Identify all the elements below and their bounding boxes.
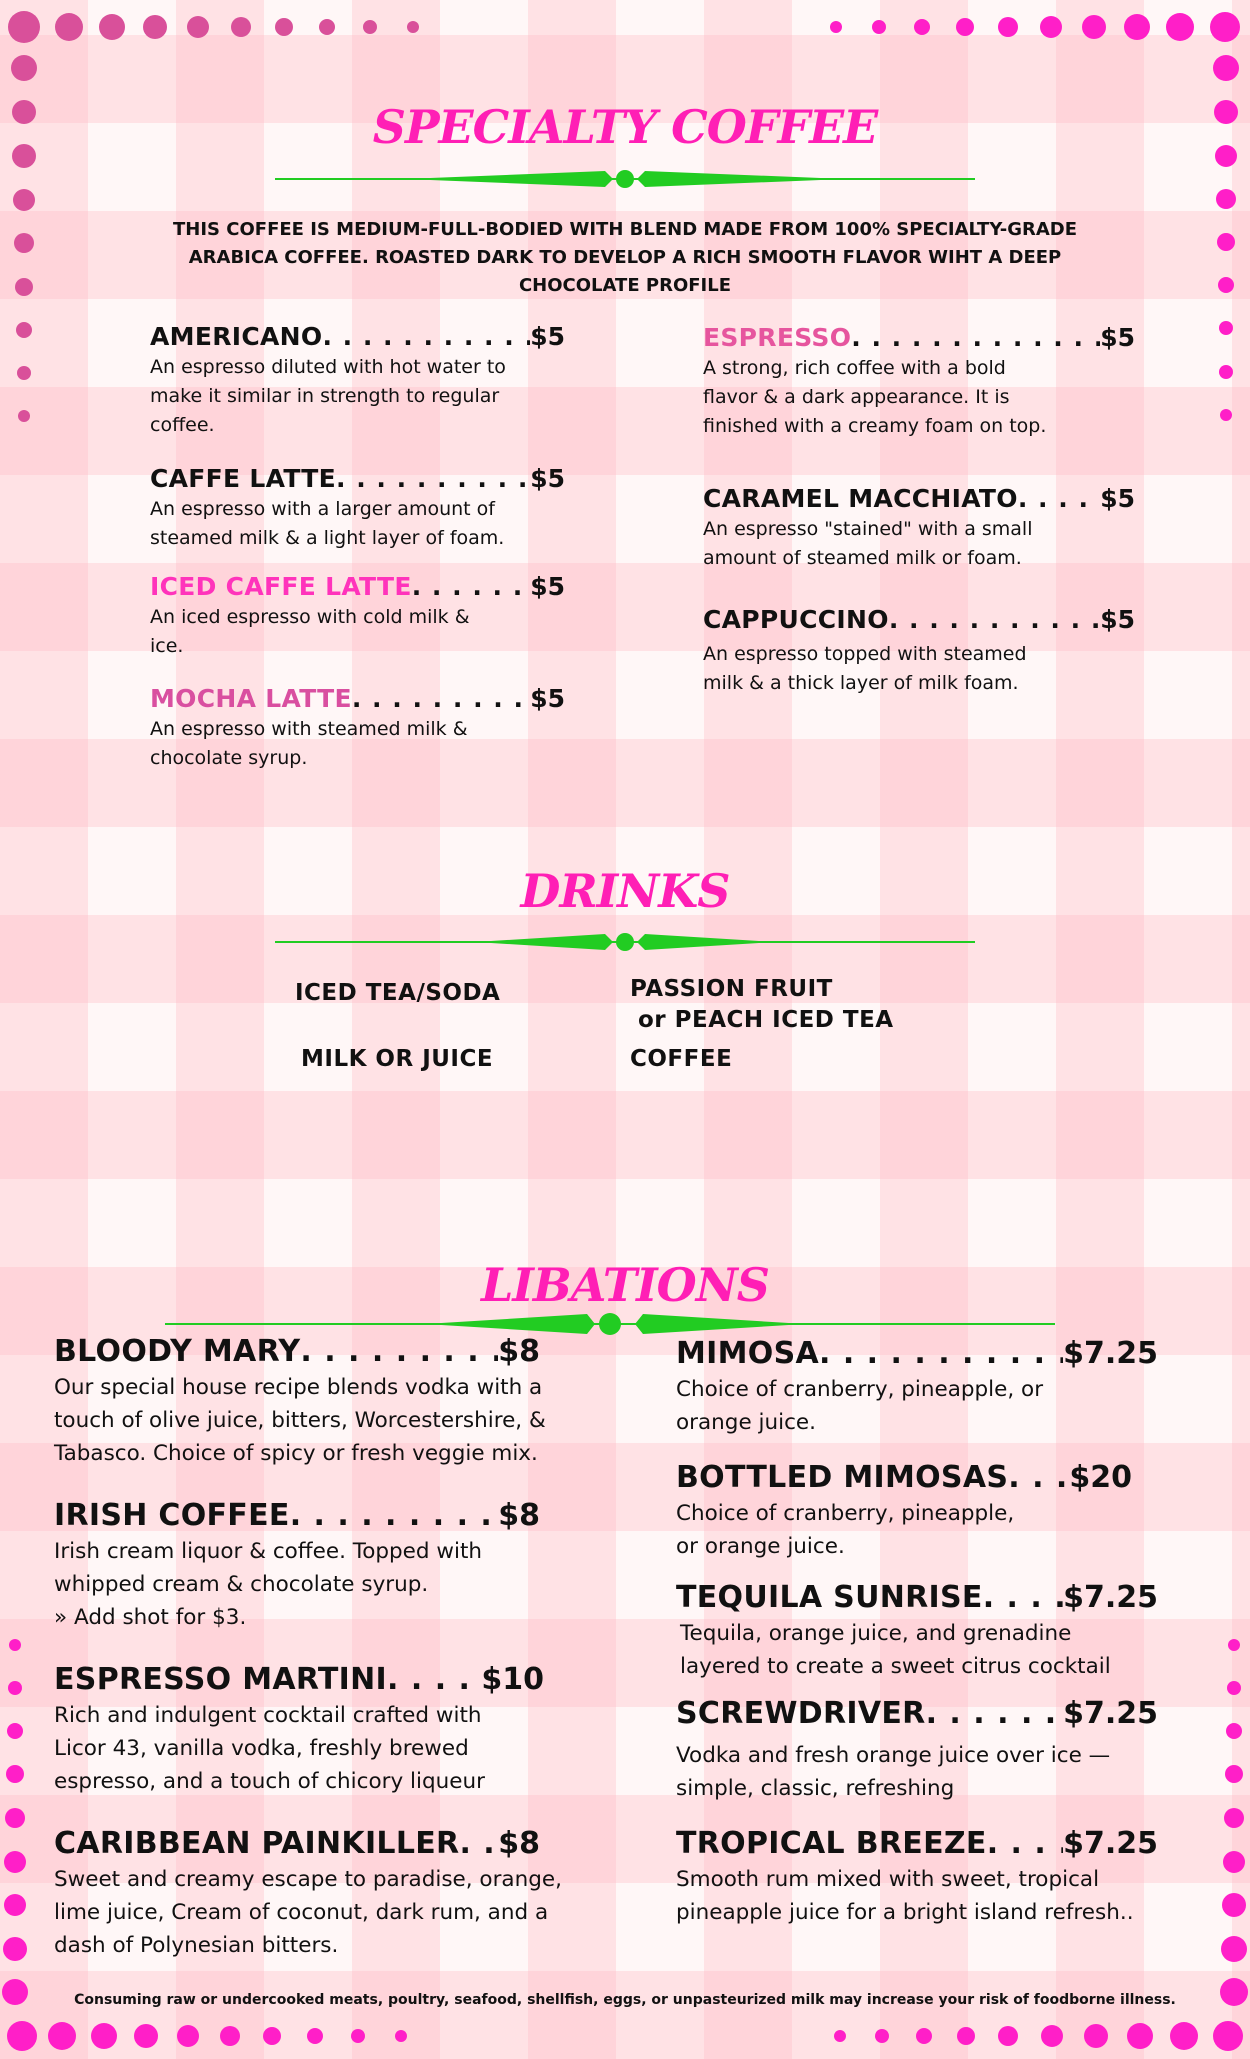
decorative-dot <box>916 2028 932 2044</box>
decorative-dot <box>1082 15 1106 39</box>
menu-item <box>676 1460 1132 1563</box>
item-price: $20 <box>1069 1460 1132 1495</box>
decorative-dot <box>1124 14 1150 40</box>
decorative-dot <box>363 20 377 34</box>
dot-leader <box>459 1826 498 1861</box>
item-price: $5 <box>1100 323 1135 352</box>
item-description: Rich and indulgent cocktail crafted with Licor 43, vanilla vodka, freshly brewed espresso, and a touch of chicory liqueur <box>54 1703 485 1794</box>
item-name: IRISH COFFEE <box>54 1498 290 1533</box>
item-price: $7.25 <box>1063 1696 1158 1731</box>
decorative-dot <box>956 18 974 36</box>
decorative-dot <box>263 2027 281 2045</box>
decorative-dot <box>220 2026 240 2046</box>
menu-item <box>150 464 565 553</box>
dot-leader <box>290 1498 499 1533</box>
item-description: An espresso with a larger amount of steamed milk & a light layer of foam. <box>150 498 505 549</box>
decorative-dot <box>1223 1851 1245 1873</box>
item-name: AMERICANO <box>150 322 323 351</box>
menu-item <box>54 1826 562 1962</box>
decorative-dot <box>1220 409 1232 421</box>
drink-coffee: COFFEE <box>630 1046 733 1072</box>
decorative-dot <box>872 20 886 34</box>
menu-item <box>54 1498 540 1634</box>
food-safety-disclaimer: Consuming raw or undercooked meats, poultry, seafood, shellfish, eggs, or unpasteurized milk may increase your risk of foodborne illness. <box>74 1992 1176 2008</box>
menu-item <box>676 1336 1158 1439</box>
menu-item <box>703 323 1135 441</box>
item-name: BLOODY MARY <box>54 1334 301 1369</box>
decorative-dot <box>1221 1936 1247 1962</box>
item-description: An iced espresso with cold milk & ice. <box>150 606 470 657</box>
decorative-dot <box>143 15 167 39</box>
dot-leader <box>352 684 530 713</box>
item-price: $5 <box>1100 484 1135 513</box>
dot-leader <box>851 323 1100 352</box>
decorative-dot <box>8 1681 22 1695</box>
decorative-dot <box>3 1937 27 1961</box>
coffee-section-title: SPECIALTY COFFEE <box>372 100 878 154</box>
decorative-dot <box>998 17 1018 37</box>
item-description: An espresso diluted with hot water to make it similar in strength to regular coffee. <box>150 356 506 436</box>
decorative-dot <box>1213 2021 1243 2051</box>
decorative-dot <box>875 2029 889 2043</box>
decorative-dot <box>1041 2025 1063 2047</box>
drinks-section-title: DRINKS <box>520 864 730 918</box>
decorative-dot <box>1226 1723 1242 1739</box>
item-price: $7.25 <box>1063 1826 1158 1861</box>
item-price: $5 <box>530 684 565 713</box>
item-price: $5 <box>530 572 565 601</box>
drink-peach-iced-tea: or PEACH ICED TEA <box>638 1007 894 1033</box>
decorative-dot <box>134 2024 158 2048</box>
decorative-dot <box>55 13 83 41</box>
decorative-dot <box>8 11 40 43</box>
decorative-dot <box>1228 1639 1240 1651</box>
coffee-divider <box>275 165 975 193</box>
menu-item <box>676 1826 1158 1929</box>
decorative-dot <box>4 1851 26 1873</box>
item-name: BOTTLED MIMOSAS <box>676 1460 1009 1495</box>
menu-item <box>54 1334 546 1470</box>
menu-item <box>150 572 565 661</box>
item-description: Smooth rum mixed with sweet, tropical pineapple juice for a bright island refresh.. <box>676 1867 1134 1925</box>
item-description: Sweet and creamy escape to paradise, orange, lime juice, Cream of coconut, dark rum, and a dash of Polynesian bitters. <box>54 1867 562 1958</box>
decorative-dot <box>16 322 32 338</box>
decorative-dot <box>7 1723 23 1739</box>
decorative-dot <box>14 233 34 253</box>
drink-passion-fruit: PASSION FRUIT <box>630 976 833 1002</box>
decorative-dot <box>1227 1681 1241 1695</box>
item-description: Irish cream liquor & coffee. Topped with whipped cream & chocolate syrup. <box>54 1539 482 1597</box>
decorative-dot <box>187 16 209 38</box>
decorative-dot <box>177 2025 199 2047</box>
item-name: ESPRESSO MARTINI <box>54 1662 388 1697</box>
decorative-dot <box>13 189 35 211</box>
dot-leader <box>1018 484 1100 513</box>
item-name: ESPRESSO <box>703 323 852 352</box>
dot-leader <box>322 322 530 351</box>
decorative-dot <box>834 2030 846 2042</box>
decorative-dot <box>15 278 33 296</box>
menu-item <box>150 322 565 440</box>
dot-leader <box>412 572 530 601</box>
item-price: $8 <box>498 1498 540 1533</box>
decorative-dot <box>275 18 293 36</box>
item-name: SCREWDRIVER <box>676 1696 926 1731</box>
item-price: $5 <box>1100 605 1135 634</box>
item-price: $10 <box>481 1662 544 1697</box>
decorative-dot <box>914 19 930 35</box>
decorative-dot <box>307 2028 323 2044</box>
decorative-dot <box>830 21 842 33</box>
item-description: A strong, rich coffee with a bold flavor & a dark appearance. It is finished with a creamy foam on top. <box>703 357 1047 437</box>
decorative-dot <box>1040 16 1062 38</box>
dot-leader <box>987 1826 1063 1861</box>
item-name: TEQUILA SUNRISE <box>676 1580 983 1615</box>
decorative-dot <box>1217 233 1235 251</box>
decorative-dot <box>1225 1765 1243 1783</box>
item-description: An espresso with steamed milk & chocolate syrup. <box>150 718 468 769</box>
decorative-dot <box>231 17 251 37</box>
decorative-dot <box>9 1639 21 1651</box>
dot-leader <box>889 605 1100 634</box>
decorative-dot <box>1166 13 1194 41</box>
drinks-divider <box>275 928 975 956</box>
decorative-dot <box>1216 189 1236 209</box>
decorative-dot <box>319 19 335 35</box>
item-name: CARIBBEAN PAINKILLER <box>54 1826 460 1861</box>
decorative-dot <box>395 2030 407 2042</box>
decorative-dot <box>957 2027 975 2045</box>
decorative-dot <box>6 1765 24 1783</box>
decorative-dot <box>48 2022 76 2050</box>
item-note: » Add shot for $3. <box>54 1605 247 1630</box>
decorative-dot <box>5 1808 25 1828</box>
dot-leader <box>300 1334 498 1369</box>
item-description: Choice of cranberry, pineapple, or orange juice. <box>676 1501 1015 1559</box>
decorative-dot <box>11 55 37 81</box>
coffee-intro: THIS COFFEE IS MEDIUM-FULL-BODIED WITH BLEND MADE FROM 100% SPECIALTY-GRADE ARABICA COFFEE. ROASTED DARK TO DEVELOP A RICH SMOOTH FLAVOR WIHT A DEEP CHOCOLATE PROFILE <box>173 219 1077 296</box>
decorative-dot <box>17 366 31 380</box>
decorative-dot <box>1219 365 1233 379</box>
item-price: $8 <box>498 1334 540 1369</box>
decorative-dot <box>407 21 419 33</box>
dot-leader <box>926 1696 1064 1731</box>
dot-leader <box>336 464 530 493</box>
item-price: $8 <box>498 1826 540 1861</box>
menu-item <box>676 1696 1158 1805</box>
item-name: ICED CAFFE LATTE <box>150 572 412 601</box>
item-price: $5 <box>530 322 565 351</box>
menu-item <box>703 605 1135 698</box>
item-description: An espresso topped with steamed milk & a thick layer of milk foam. <box>703 643 1027 694</box>
decorative-dot <box>99 14 125 40</box>
decorative-dot <box>18 410 30 422</box>
item-name: TROPICAL BREEZE <box>676 1826 987 1861</box>
item-description: Our special house recipe blends vodka with a touch of olive juice, bitters, Worcestershire, & Tabasco. Choice of spicy or fresh veggie mix. <box>54 1375 546 1466</box>
decorative-dot <box>1127 2023 1153 2049</box>
dot-leader <box>1008 1460 1069 1495</box>
dot-leader <box>819 1336 1063 1371</box>
decorative-dot <box>1224 1808 1244 1828</box>
menu-item <box>676 1580 1158 1683</box>
decorative-dot <box>1219 321 1233 335</box>
decorative-dot <box>1218 277 1234 293</box>
decorative-dot <box>1210 12 1240 42</box>
item-name: CAFFE LATTE <box>150 464 337 493</box>
menu-item <box>54 1662 544 1798</box>
menu-item <box>703 484 1135 573</box>
item-name: MOCHA LATTE <box>150 684 352 713</box>
dot-leader <box>387 1662 481 1697</box>
item-description: Tequila, orange juice, and grenadine layered to create a sweet citrus cocktail <box>680 1621 1111 1679</box>
drink-milk-or-juice: MILK OR JUICE <box>301 1046 494 1072</box>
item-description: Vodka and fresh orange juice over ice — simple, classic, refreshing <box>676 1743 1111 1801</box>
decorative-dot <box>351 2029 365 2043</box>
item-name: CARAMEL MACCHIATO <box>703 484 1018 513</box>
item-price: $7.25 <box>1063 1336 1158 1371</box>
item-name: CAPPUCCINO <box>703 605 889 634</box>
decorative-dot <box>1222 1893 1246 1917</box>
decorative-dot <box>1084 2024 1108 2048</box>
decorative-dot <box>7 2021 37 2051</box>
item-price: $7.25 <box>1063 1580 1158 1615</box>
decorative-dot <box>998 2026 1018 2046</box>
decorative-dot <box>4 1894 26 1916</box>
item-description: Choice of cranberry, pineapple, or orange juice. <box>676 1377 1044 1435</box>
item-name: MIMOSA <box>676 1336 819 1371</box>
decorative-dot <box>1213 55 1239 81</box>
decorative-dot <box>1170 2022 1198 2050</box>
libations-section-title: LIBATIONS <box>480 1258 769 1312</box>
menu-item <box>150 684 565 773</box>
item-price: $5 <box>530 464 565 493</box>
item-description: An espresso "stained" with a small amount of steamed milk or foam. <box>703 518 1033 569</box>
dot-leader <box>983 1580 1063 1615</box>
drink-iced-tea-soda: ICED TEA/SODA <box>295 980 501 1006</box>
decorative-dot <box>91 2023 117 2049</box>
